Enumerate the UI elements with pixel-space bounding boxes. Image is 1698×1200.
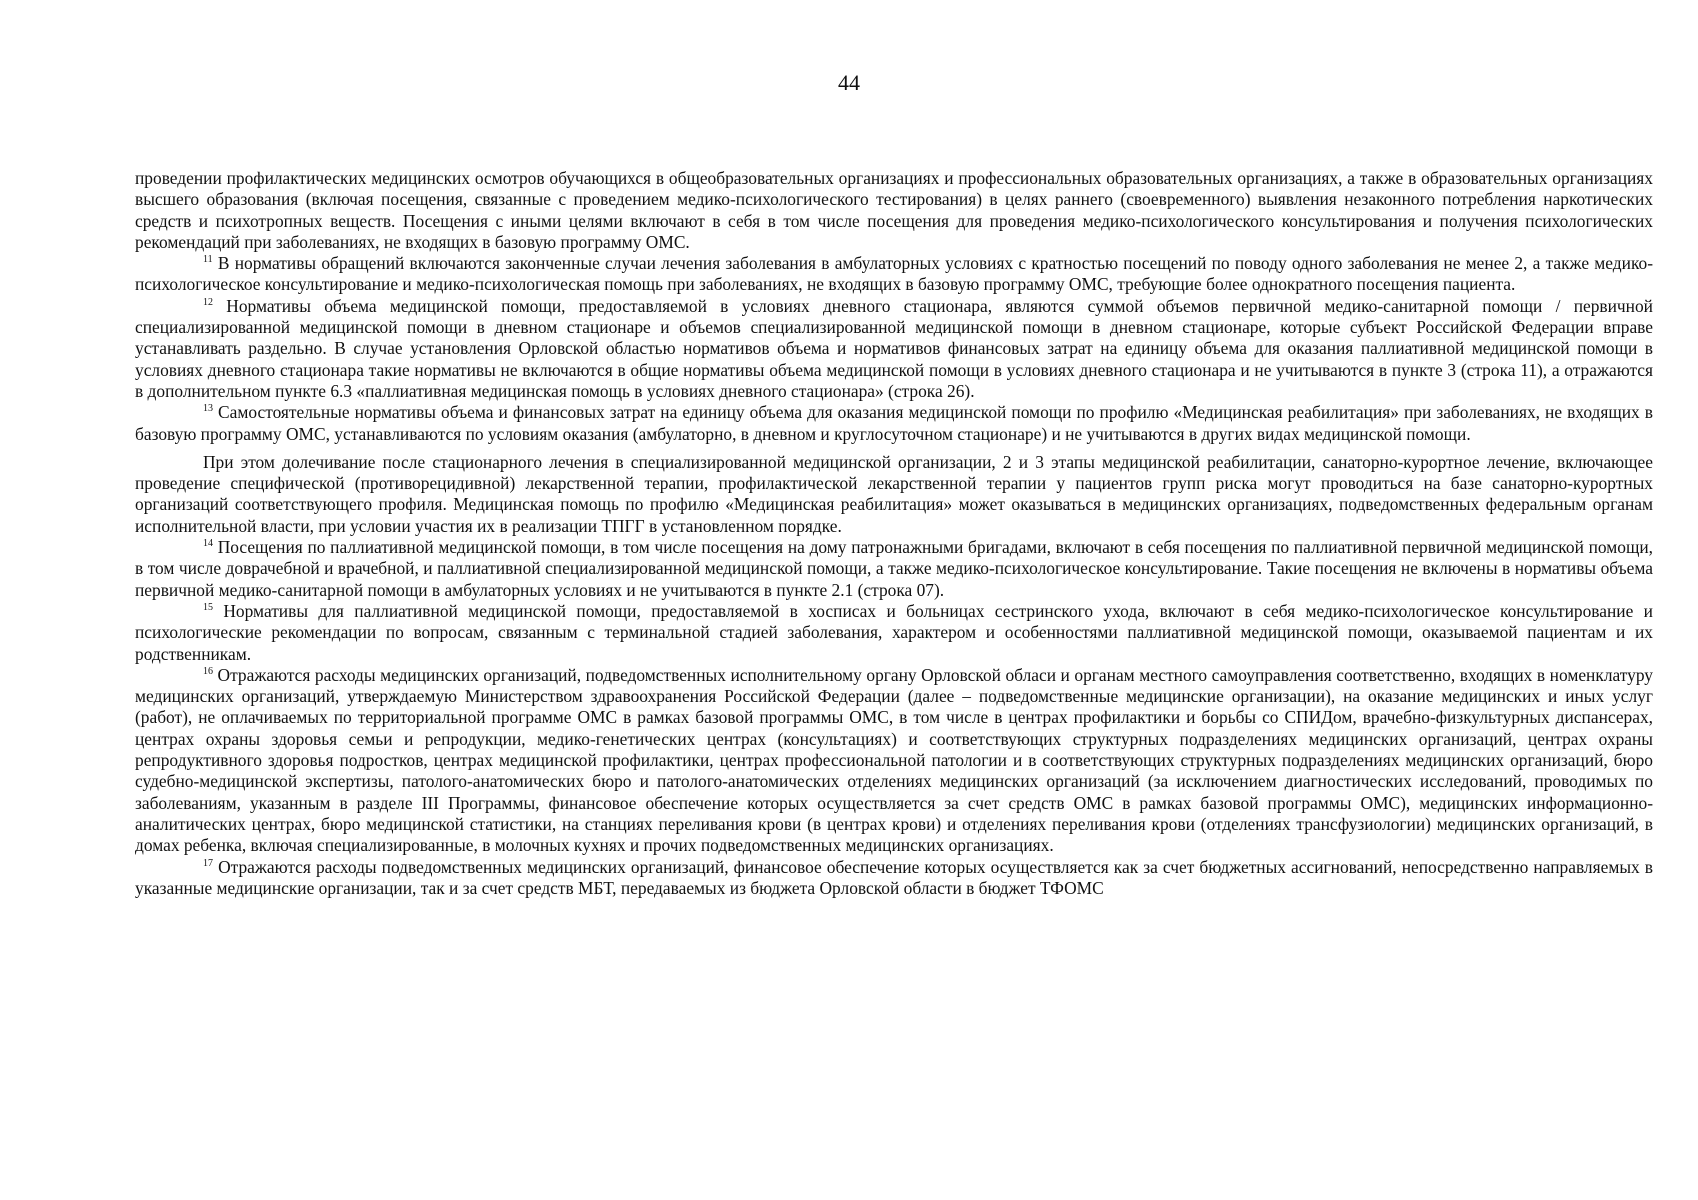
- footnote-text: Отражаются расходы подведомственных медицинских организаций, финансовое обеспечение которых осуществляется как за счет бюджетных ассигнований, непосредственно направляемых в указанные медицинские организации, так и за счет средств МБТ, передаваемых из бюджета Орловской области в бюджет ТФОМС: [135, 856, 1653, 898]
- footnote-number: 12: [203, 296, 213, 308]
- footnote-text: Нормативы объема медицинской помощи, предоставляемой в условиях дневного стационара, являются суммой объемов первичной медико-санитарной помощи / первичной специализированной медицинской помощи в дневном стационаре и объемов специализированной медицинской помощи в дневном стационаре, которые субъект Российской Федерации вправе устанавливать раздельно. В случае установления Орловской областью нормативов объема и нормативов финансовых затрат на единицу объема для оказания паллиативной медицинской помощи в условиях дневного стационара такие нормативы не включаются в общие нормативы объема медицинской помощи в условиях дневного стационара и не учитываются в пункте 3 (строка 11), а отражаются в дополнительном пункте 6.3 «паллиативная медицинская помощь в условиях дневного стационара» (строка 26).: [135, 295, 1653, 401]
- footnote-14: [135, 537, 1653, 601]
- footnote-text: Нормативы для паллиативной медицинской помощи, предоставляемой в хосписах и больницах сестринского ухода, включают в себя медико-психологическое консультирование и психологические рекомендации по вопросам, связанным с терминальной стадией заболевания, характером и особенностями паллиативной медицинской помощи, оказываемой пациентам и их родственникам.: [135, 600, 1653, 664]
- footnote-15: [135, 601, 1653, 665]
- document-body: [135, 168, 1653, 899]
- page-number: 44: [838, 70, 860, 95]
- footnote-number: 11: [203, 254, 213, 266]
- footnote-11: [135, 253, 1653, 296]
- paragraph-rehabilitation: При этом долечивание после стационарного лечения в специализированной медицинской организации, 2 и 3 этапы медицинской реабилитации, санаторно-курортное лечение, включающее проведение специфической (противорецидивной) лекарственной терапии, профилактической лекарственной терапии у пациентов групп риска могут проводиться на базе санаторно-курортных организаций соответствующего профиля. Медицинская помощь по профилю «Медицинская реабилитация» может оказываться в медицинских организациях, подведомственных федеральным органам исполнительной власти, при условии участия их в реализации ТПГГ в установленном порядке.: [135, 451, 1653, 536]
- footnote-text: Самостоятельные нормативы объема и финансовых затрат на единицу объема для оказания медицинской помощи по профилю «Медицинская реабилитация» при заболеваниях, не входящих в базовую программу ОМС, устанавливаются по условиям оказания (амбулаторно, в дневном и круглосуточном стационаре) и не учитываются в других видах медицинской помощи.: [135, 402, 1653, 444]
- footnote-number: 16: [203, 665, 213, 677]
- footnote-17: [135, 857, 1653, 900]
- footnote-number: 13: [203, 403, 213, 415]
- footnote-16: [135, 665, 1653, 857]
- footnote-text: Отражаются расходы медицинских организаций, подведомственных исполнительному органу Орловской облаcи и органам местного самоуправления соответственно, входящих в номенклатуру медицинских организаций, утверждаемую Министерством здравоохранения Российской Федерации (далее – подведомственные медицинские организации), на оказание медицинских и иных услуг (работ), не оплачиваемых по территориальной программе ОМС в рамках базовой программы ОМС, в том числе в центрах профилактики и борьбы со СПИДом, врачебно-физкультурных диспансерах, центрах охраны здоровья семьи и репродукции, медико-генетических центрах (консультациях) и соответствующих структурных подразделениях медицинских организаций, центрах охраны репродуктивного здоровья подростков, центрах медицинской профилактики, центрах профессиональной патологии и в соответствующих структурных подразделениях медицинских организаций, бюро судебно-медицинской экспертизы, патолого-анатомических бюро и патолого-анатомических отделениях медицинских организаций (за исключением диагностических исследований, проводимых по заболеваниям, указанным в разделе III Программы, финансовое обеспечение которых осуществляется за счет средств ОМС в рамках базовой программы ОМС), медицинских информационно-аналитических центрах, бюро медицинской статистики, на станциях переливания крови (в центрах крови) и отделениях переливания крови (отделениях трансфузиологии) медицинских организаций, в домах ребенка, включая специализированные, в молочных кухнях и прочих подведомственных медицинских организациях.: [135, 664, 1653, 856]
- footnote-13: [135, 402, 1653, 445]
- footnote-text: В нормативы обращений включаются законченные случаи лечения заболевания в амбулаторных условиях с кратностью посещений по поводу одного заболевания не менее 2, а также медико-психологическое консультирование и медико-психологическая помощь при заболеваниях, не входящих в базовую программу ОМС, требующие более однократного посещения пациента.: [135, 253, 1653, 295]
- footnote-number: 15: [203, 601, 213, 613]
- footnote-text: Посещения по паллиативной медицинской помощи, в том числе посещения на дому патронажными бригадами, включают в себя посещения по паллиативной первичной медицинской помощи, в том числе доврачебной и врачебной, и паллиативной специализированной медицинской помощи, а также медико-психологическое консультирование. Такие посещения не включены в нормативы объема первичной медико-санитарной помощи в амбулаторных условиях и не учитываются в пункте 2.1 (строка 07).: [135, 537, 1653, 600]
- footnote-number: 17: [203, 857, 213, 869]
- footnote-12: [135, 296, 1653, 402]
- footnote-number: 14: [203, 538, 213, 550]
- paragraph-continuation: проведении профилактических медицинских осмотров обучающихся в общеобразовательных организациях и профессиональных образовательных организациях, а также в образовательных организациях высшего образования (включая посещения, связанные с проведением медико-психологического тестирования) в целях раннего (своевременного) выявления незаконного потребления наркотических средств и психотропных веществ. Посещения с иными целями включают в себя в том числе посещения для проведения медико-психологического консультирования и получения психологических рекомендаций при заболеваниях, не входящих в базовую программу ОМС.: [135, 168, 1653, 252]
